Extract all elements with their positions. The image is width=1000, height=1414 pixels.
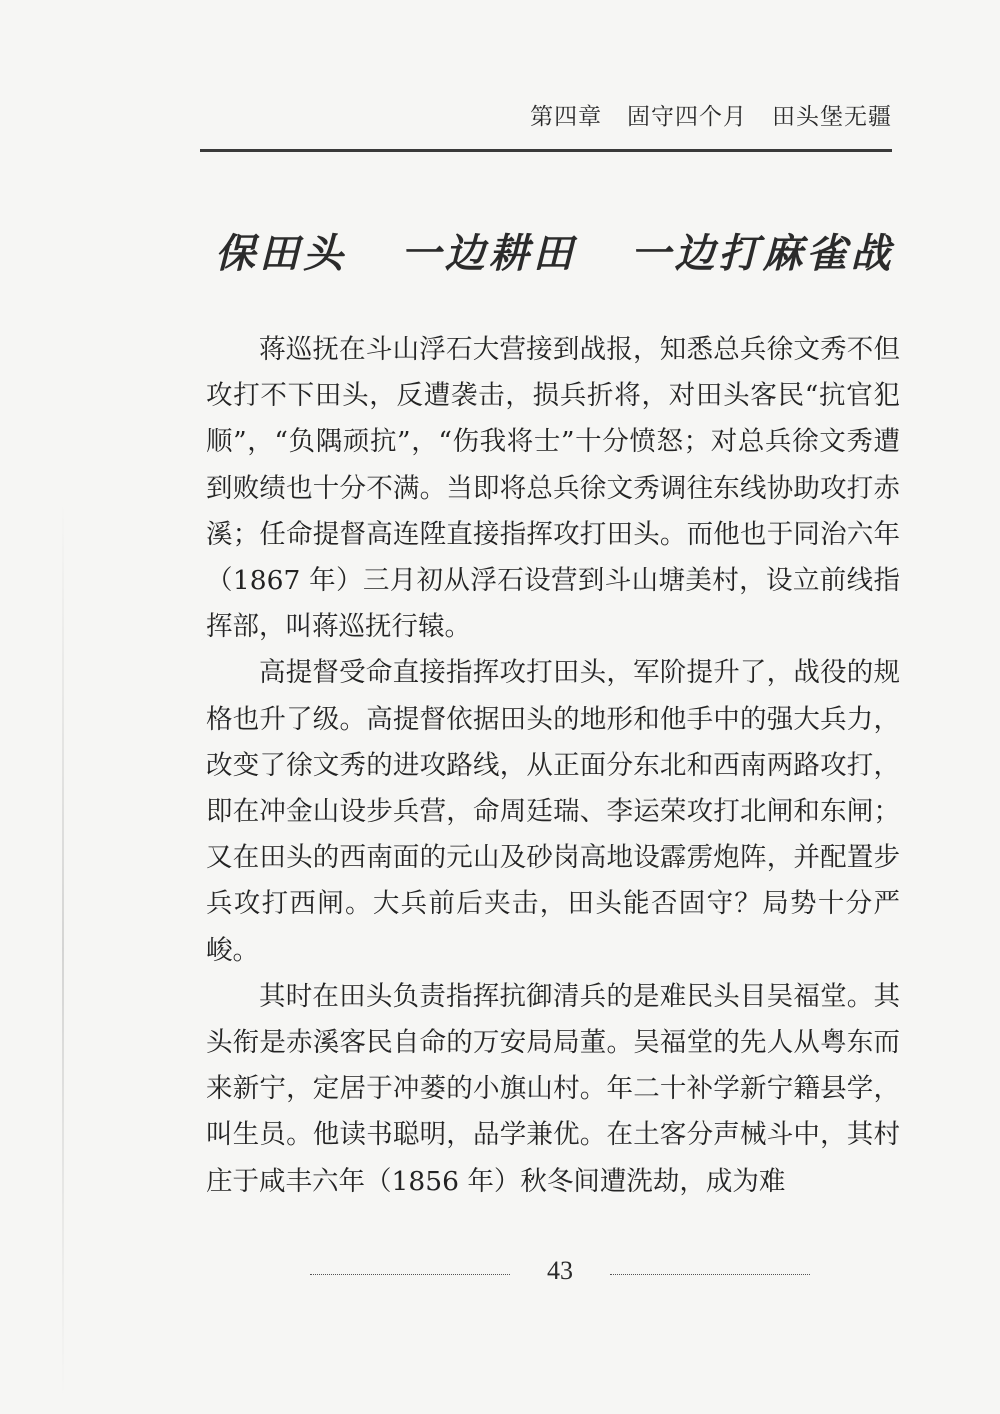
- header-rule: [200, 149, 892, 152]
- running-header-title: 第四章 固守四个月 田头堡无疆: [530, 104, 892, 130]
- paragraph-2: 高提督受命直接指挥攻打田头，军阶提升了，战役的规格也升了级。高提督依据田头的地形和他手中的强大兵力，改变了徐文秀的进攻路线，从正面分东北和西南两路攻打，即在冲金山设步兵营，命周廷瑞、李运荣攻打北闸和东闸；又在田头的西南面的元山及砂岗高地设霹雳炮阵，并配置步兵攻打西闸。大兵前后夹击，田头能否固守？局势十分严峻。: [206, 657, 900, 966]
- running-header: [200, 98, 892, 154]
- section-title: 保田头 一边耕田 一边打麻雀战: [215, 230, 895, 277]
- footer-rule-right: [610, 1274, 810, 1275]
- page-footer: [310, 1252, 810, 1292]
- footer-rule-left: [310, 1274, 510, 1275]
- body-text: [206, 327, 900, 1205]
- paragraph-3: 其时在田头负责指挥抗御清兵的是难民头目吴福堂。其头衔是赤溪客民自命的万安局局董。吴福堂的先人从粤东而来新宁，定居于冲蒌的小旗山村。年二十补学新宁籍县学，叫生员。他读书聪明，品学兼优。在土客分声械斗中，其村庄于咸丰六年（1856 年）秋冬间遭洗劫，成为难: [206, 980, 900, 1197]
- binding-shadow: [62, 500, 64, 1400]
- paragraph-1: 蒋巡抚在斗山浮石大营接到战报，知悉总兵徐文秀不但攻打不下田头，反遭袭击，损兵折将，对田头客民“抗官犯顺”，“负隅顽抗”，“伤我将士”十分愤怒；对总兵徐文秀遭到败绩也十分不满。当即将总兵徐文秀调往东线协助攻打赤溪；任命提督高连陞直接指挥攻打田头。而他也于同治六年（1867 年）三月初从浮石设营到斗山塘美村，设立前线指挥部，叫蒋巡抚行辕。: [206, 334, 900, 643]
- page-number: 43: [547, 1256, 573, 1285]
